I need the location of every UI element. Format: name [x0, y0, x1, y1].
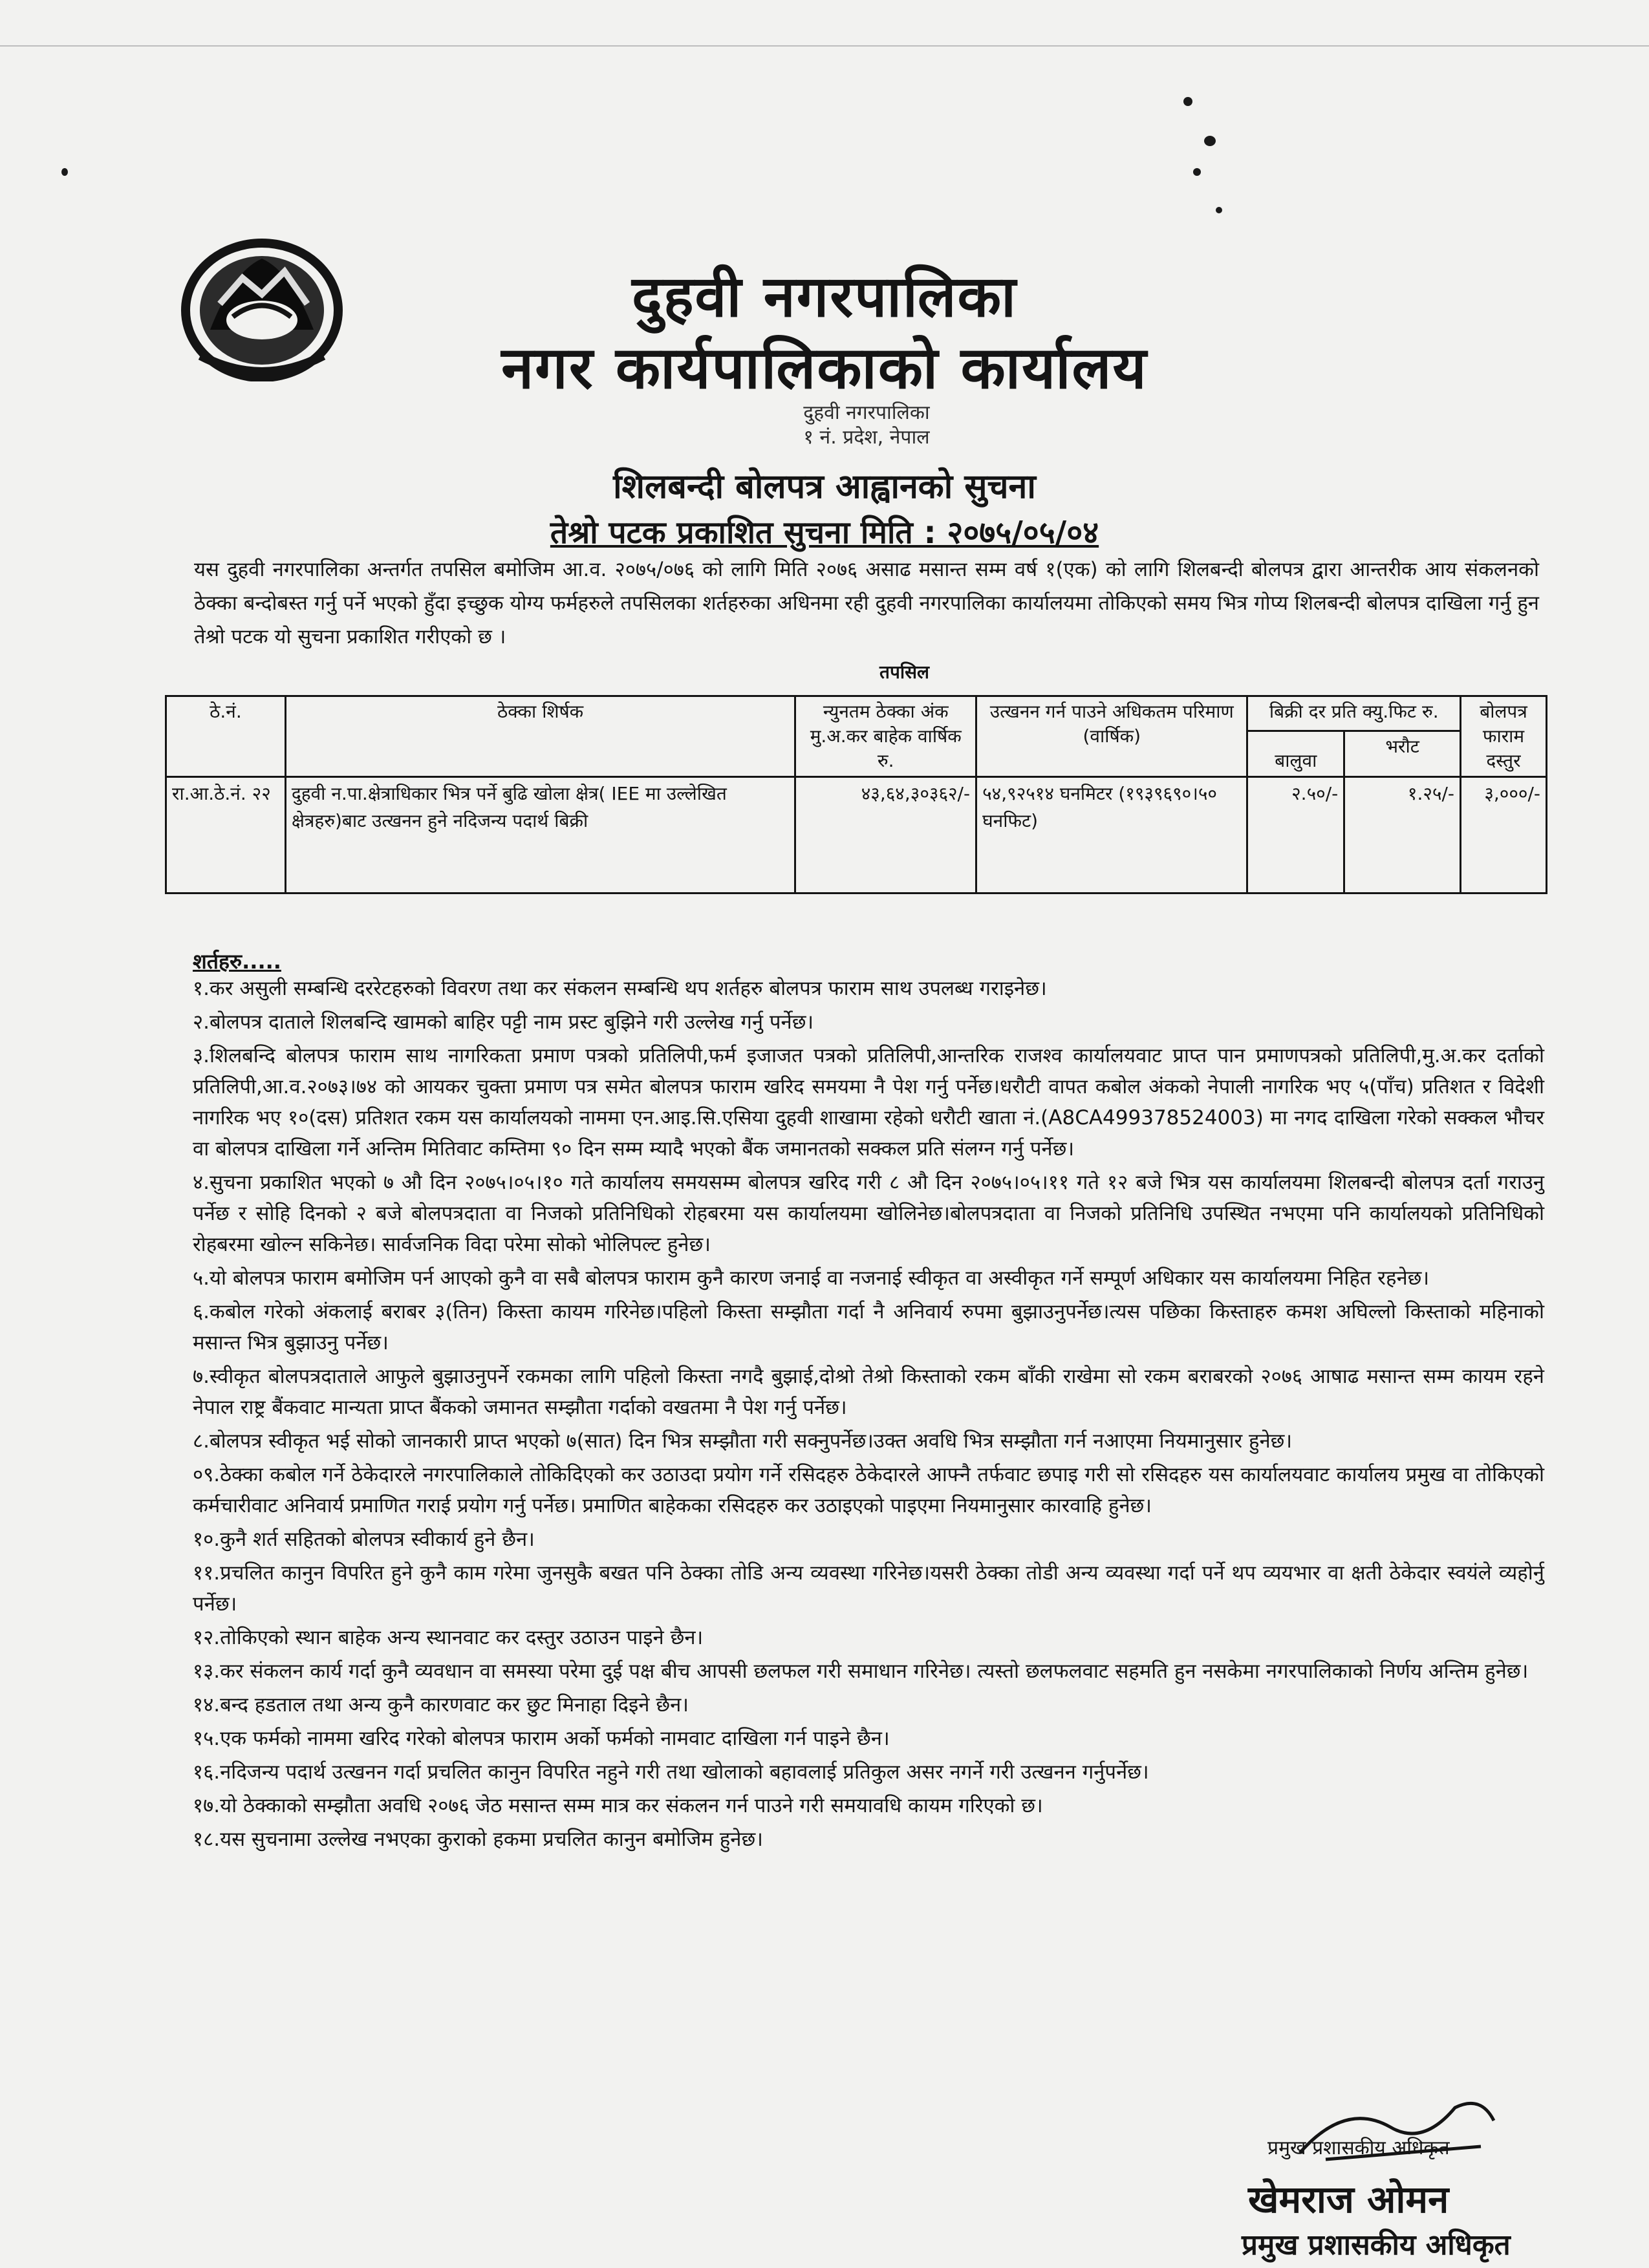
term-item: १८.यस सुचनामा उल्लेख नभएका कुराको हकमा प्रचलित कानुन बमोजिम हुनेछ। [193, 1828, 763, 1851]
cell-form-fee: ३,०००/- [1461, 777, 1547, 893]
table-caption: तपसिल [879, 661, 930, 683]
signature-scribble [1287, 2082, 1500, 2179]
term-item: ६.कबोल गरेको अंकलाई बराबर ३(तिन) किस्ता कायम गरिनेछ।पहिलो किस्ता सम्झौता गर्दा नै अनिवार्य रुपमा बुझाउनुपर्नेछ।त्यस पछिका किस्ताहरु कमश अघिल्लो किस्ताको महिनाको मसान्त भित्र बुझाउनु पर्नेछ। [193, 1300, 1544, 1354]
notice-title: शिलबन्दी बोलपत्र आह्वानको सुचना [613, 467, 1036, 506]
cell-rate-sand: २.५०/- [1247, 777, 1344, 893]
cell-min-amount: ४३,६४,३०३६२/- [795, 777, 976, 893]
publication-date-line: तेश्रो पटक प्रकाशित सुचना मिति : २०७५/०५/०४ [550, 515, 1099, 551]
term-item: २.बोलपत्र दाताले शिलबन्दि खामको बाहिर पट्टी नाम प्रस्ट बुझिने गरी उल्लेख गर्नु पर्नेछ। [193, 1011, 814, 1034]
term-item: १७.यो ठेक्काको सम्झौता अवधि २०७६ जेठ मसान्त सम्म मात्र कर संकलन गर्न पाउने गरी समयावधि कायम गरिएको छ। [193, 1794, 1043, 1817]
signatory-title: प्रमुख प्रशासकीय अधिकृत [1267, 2137, 1450, 2159]
municipality-name: दुहवी नगरपालिका [632, 263, 1017, 330]
term-item: ५.यो बोलपत्र फाराम बमोजिम पर्न आएको कुनै वा सबै बोलपत्र फाराम कुनै कारण जनाई वा नजनाई स्वीकृत वा अस्वीकृत गर्ने सम्पूर्ण अधिकार यस कार्यालयमा निहित रहनेछ। [193, 1267, 1430, 1290]
office-name: नगर कार्यपालिकाको कार्यालय [501, 334, 1148, 402]
scan-speck [1183, 97, 1192, 106]
table-header-row [166, 696, 1547, 731]
term-item: १५.एक फर्मको नाममा खरिद गरेको बोलपत्र फाराम अर्को फर्मको नामवाट दाखिला गर्न पाइने छैन। [193, 1727, 890, 1750]
col-header-title: ठेक्का शिर्षक [285, 696, 795, 777]
terms-heading: शर्तहरु..... [193, 949, 281, 974]
stamp-line: १ नं. प्रदेश, नेपाल [803, 426, 930, 449]
term-item: १.कर असुली सम्बन्धि दररेटहरुको विवरण तथा कर संकलन सम्बन्धि थप शर्तहरु बोलपत्र फाराम साथ उपलब्ध गराइनेछ। [193, 977, 1047, 1000]
signatory-designation: प्रमुख प्रशासकीय अधिकृत [1242, 2229, 1511, 2262]
scan-speck [1204, 136, 1216, 146]
col-header-rate-sand: बालुवा [1247, 731, 1344, 777]
cell-max-quantity: ५४,९२५१४ घनमिटर (१९३९६९०।५० घनफिट) [976, 777, 1247, 893]
term-item: ०९.ठेक्का कबोल गर्ने ठेकेदारले नगरपालिकाले तोकिदिएको कर उठाउदा प्रयोग गर्ने रसिदहरु ठेकेदारले आफ्नै तर्फवाट छपाइ गरी सो रसिदहरु यस कार्यालयवाट कार्यालय प्रमुख वा तोकिएको कर्मचारीवाट अनिवार्य प्रमाणित गराई प्रयोग गर्नु पर्नेछ। प्रमाणित बाहेकका रसिदहरु कर उठाइएको पाइएमा नियमानुसार कारवाहि हुनेछ। [193, 1463, 1544, 1517]
tender-table [165, 695, 1547, 894]
term-item: ३.शिलबन्दि बोलपत्र फाराम साथ नागरिकता प्रमाण पत्रको प्रतिलिपी,फर्म इजाजत पत्रको प्रतिलिपी,आन्तरिक राजश्व कार्यालयवाट प्राप्त पान प्रमाणपत्रको प्रतिलिपी,मु.अ.कर दर्ताको प्रतिलिपी,आ.व.२०७३।७४ को आयकर चुक्ता प्रमाण पत्र समेत बोलपत्र फाराम खरिद समयमा नै पेश गर्नु पर्नेछ।धरौटी वापत कबोल अंकको नेपाली नागरिक भए ५(पाँच) प्रतिशत र विदेशी नागरिक भए १०(दस) प्रतिशत रकम यस कार्यालयको नाममा एन.आइ.सि.एसिया दुहवी शाखामा रहेको धरौटी खाता नं.(A8CA499378524003) मा नगद दाखिला गरेको सक्कल भौचर वा बोलपत्र दाखिला गर्ने अन्तिम मितिवाट कम्तिमा ९० दिन सम्म म्यादै भएको बैंक जमानतको सक्कल प्रति संलग्न गर्नु पर्नेछ। [193, 1044, 1544, 1161]
col-header-rate: बिक्री दर प्रति क्यु.फिट रु. [1247, 696, 1461, 731]
cell-serial: रा.आ.ठे.नं. २२ [166, 777, 286, 893]
term-item: १२.तोकिएको स्थान बाहेक अन्य स्थानवाट कर दस्तुर उठाउन पाइने छैन। [193, 1626, 704, 1649]
col-header-form-fee: बोलपत्र फाराम दस्तुर [1461, 696, 1547, 777]
scan-speck [1193, 168, 1201, 176]
terms-list [193, 973, 1544, 1857]
col-header-serial: ठे.नं. [166, 696, 286, 777]
intro-paragraph: यस दुहवी नगरपालिका अन्तर्गत तपसिल बमोजिम आ.व. २०७५/०७६ को लागि मिति २०७६ असाढ मसान्त सम्म वर्ष १(एक) को लागि शिलबन्दी बोलपत्र द्वारा आन्तरीक आय संकलनको ठेक्का बन्दोबस्त गर्नु पर्ने भएको हुँदा इच्छुक योग्य फर्महरुले तपसिलका शर्तहरुका अधिनमा रही दुहवी नगरपालिका कार्यालयमा तोकिएको समय भित्र गोप्य शिलबन्दी बोलपत्र दाखिला गर्नु हुन तेश्रो पटक यो सुचना प्रकाशित गरीएको छ । [194, 558, 1539, 648]
term-item: ७.स्वीकृत बोलपत्रदाताले आफुले बुझाउनुपर्ने रकमका लागि पहिलो किस्ता नगदै बुझाई,दोश्रो तेश्रो किस्ताको रकम बाँकी राखेमा सो रकम बराबरको २०७६ आषाढ मसान्त सम्म कायम रहने नेपाल राष्ट्र बैंकवाट मान्यता प्राप्त बैंकको जमानत सम्झौता गर्दाको वखतमा नै पेश गर्नु पर्नेछ। [193, 1365, 1544, 1419]
col-header-max-quantity: उत्खनन गर्न पाउने अधिकतम परिमाण (वार्षिक) [976, 696, 1247, 777]
cell-title: दुहवी न.पा.क्षेत्राधिकार भित्र पर्ने बुढि खोला क्षेत्र( IEE मा उल्लेखित क्षेत्रहरु)बाट उत्खनन हुने नदिजन्य पदार्थ बिक्री [285, 777, 795, 893]
scan-edge-line [0, 45, 1649, 47]
term-item: ११.प्रचलित कानुन विपरित हुने कुनै काम गरेमा जुनसुकै बखत पनि ठेक्का तोडि अन्य व्यवस्था गरिनेछ।यसरी ठेक्का तोडी अन्य व्यवस्था गर्दा पर्ने थप व्ययभार वा क्षती ठेकेदार स्वयंले व्यहोर्नु पर्नेछ। [193, 1561, 1544, 1616]
col-header-rate-gravel: भरौट [1344, 731, 1461, 777]
cell-rate-gravel: १.२५/- [1344, 777, 1461, 893]
term-item: १३.कर संकलन कार्य गर्दा कुनै व्यवधान वा समस्या परेमा दुई पक्ष बीच आपसी छलफल गरी समाधान गरिनेछ। त्यस्तो छलफलवाट सहमति हुन नसकेमा नगरपालिकाको निर्णय अन्तिम हुनेछ। [193, 1660, 1529, 1683]
term-item: १४.बन्द हडताल तथा अन्य कुनै कारणवाट कर छुट मिनाहा दिइने छैन। [193, 1693, 689, 1717]
scan-speck [61, 168, 68, 176]
term-item: १६.नदिजन्य पदार्थ उत्खनन गर्दा प्रचलित कानुन विपरित नहुने गरी तथा खोलाको बहावलाई प्रतिकुल असर नगर्ने गरी उत्खनन गर्नुपर्नेछ। [193, 1760, 1149, 1784]
term-item: ४.सुचना प्रकाशित भएको ७ औ दिन २०७५।०५।१० गते कार्यालय समयसम्म बोलपत्र खरिद गरी ८ औ दिन २०७५।०५।११ गते १२ बजे भित्र यस कार्यालयमा शिलबन्दी बोलपत्र दर्ता गराउनु पर्नेछ र सोहि दिनको २ बजे बोलपत्रदाता वा निजको प्रतिनिधिको रोहबरमा यस कार्यालयमा खोलिनेछ।बोलपत्रदाता वा निजको प्रतिनिधि उपस्थित नभएमा पनि कार्यालयको प्रतिनिधिको रोहबरमा खोल्न सकिनेछ। सार्वजनिक विदा परेमा सोको भोलिपल्ट हुनेछ। [193, 1171, 1544, 1256]
table-row [166, 777, 1547, 893]
office-stamp [770, 401, 964, 472]
scan-speck [1216, 207, 1222, 213]
signatory-name: खेमराज ओमन [1248, 2177, 1449, 2221]
stamp-line: दुहवी नगरपालिका [803, 401, 930, 424]
term-item: ८.बोलपत्र स्वीकृत भई सोको जानकारी प्राप्त भएको ७(सात) दिन भित्र सम्झौता गरी सक्नुपर्नेछ।उक्त अवधि भित्र सम्झौता गर्न नआएमा नियमानुसार हुनेछ। [193, 1429, 1293, 1453]
term-item: १०.कुनै शर्त सहितको बोलपत्र स्वीकार्य हुने छैन। [193, 1528, 535, 1551]
col-header-min-amount: न्युनतम ठेक्का अंक मु.अ.कर बाहेक वार्षिक रु. [795, 696, 976, 777]
